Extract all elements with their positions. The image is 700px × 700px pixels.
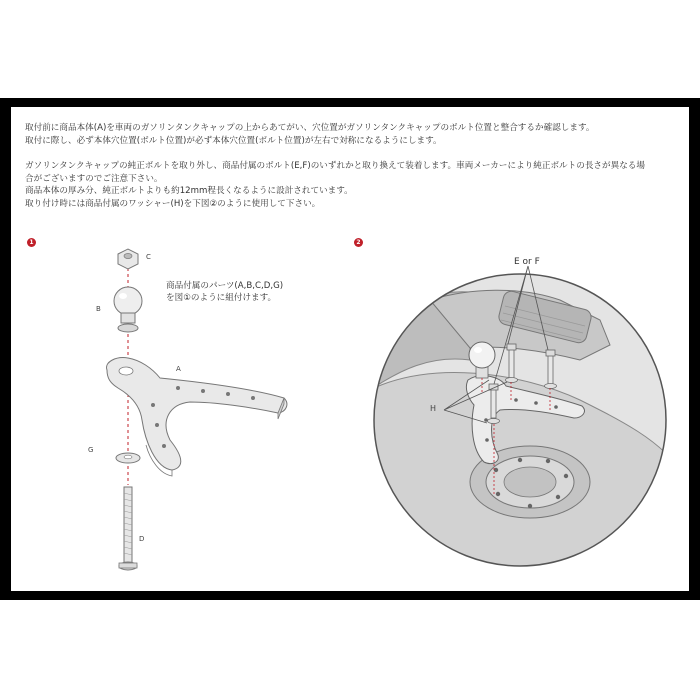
instruction-line: ガソリンタンクキャップの純正ボルトを取り外し、商品付属のボルト(E,F)のいずれかと取り換えて装着します。車両メーカーにより純正ボルトの長さが異なる場 bbox=[25, 161, 645, 172]
label-e-or-f: E or F bbox=[514, 257, 540, 267]
instruction-line: 取付前に商品本体(A)を車両のガソリンタンクキャップの上からあてがい、穴位置がガソリンタンクキャップのボルト位置と整合するか確認します。 bbox=[25, 123, 595, 133]
note-line: 商品付属のパーツ(A,B,C,D,G) bbox=[166, 281, 284, 291]
step-marker-1: 1 bbox=[27, 238, 36, 247]
label-a: A bbox=[176, 365, 181, 373]
label-g: G bbox=[88, 446, 94, 454]
instruction-line: 商品本体の厚み分、純正ボルトよりも約12mm程長くなるように設計されています。 bbox=[25, 186, 353, 197]
label-c: C bbox=[146, 253, 151, 261]
washer-part-g bbox=[116, 453, 140, 463]
assembly-note bbox=[166, 280, 283, 304]
bolt-part-d bbox=[119, 487, 137, 570]
instruction-line: 取付に際し、必ず本体穴位置(ボルト位置)が必ず本体穴位置(ボルト位置)が左右で対称になるようにします。 bbox=[25, 135, 442, 146]
figure2-installed-view bbox=[370, 266, 680, 570]
ball-mount-part-b bbox=[114, 287, 142, 332]
label-d: D bbox=[139, 535, 145, 543]
note-line: を図①のように組付けます。 bbox=[166, 293, 277, 303]
label-b: B bbox=[96, 305, 101, 313]
instruction-line: 合がございますのでご注意下さい。 bbox=[25, 173, 163, 184]
step-marker-2: 2 bbox=[354, 238, 363, 247]
nut-part-c bbox=[118, 249, 138, 269]
label-h: H bbox=[430, 404, 437, 413]
instruction-line: 取り付け時には商品付属のワッシャー(H)を下図②のように使用して下さい。 bbox=[25, 198, 321, 209]
